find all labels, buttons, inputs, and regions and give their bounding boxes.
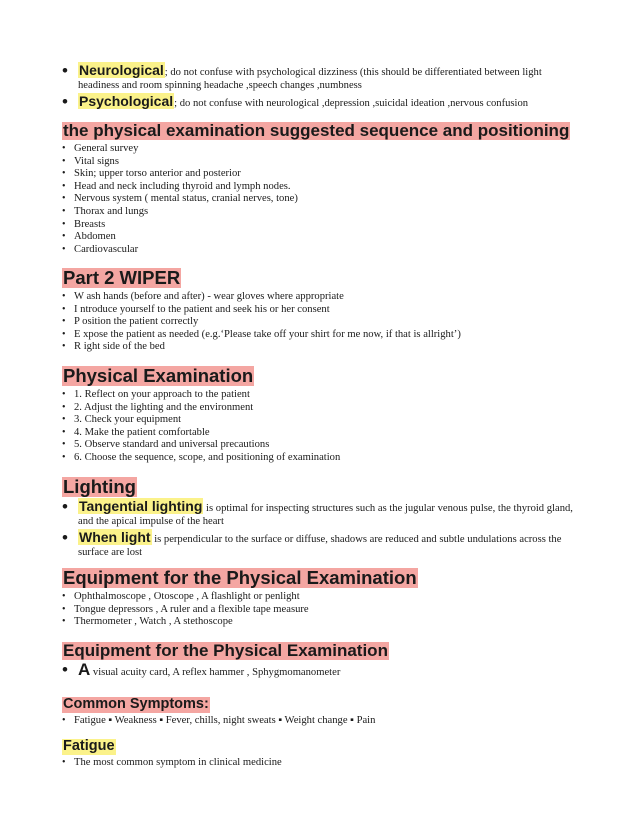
list-item	[62, 95, 582, 110]
list-item: • Breasts	[62, 219, 582, 232]
term-highlight: Neurological	[79, 62, 164, 78]
item-text: ; do not confuse with psychological dizziness (this should be differentiated between light headiness and room spinning headache ,speech changes ,numbness	[78, 67, 542, 91]
list-item	[62, 660, 582, 679]
list-item: • E xpose the patient as needed (e.g.‘Please take off your shirt for me now, if that is allright’)	[62, 329, 582, 342]
list-item: • Cardiovascular	[62, 244, 582, 257]
wiper-list	[62, 291, 582, 354]
list-item: • Ophthalmoscope , Otoscope , A flashlight or penlight	[62, 591, 582, 604]
term-highlight: Psychological	[79, 93, 174, 109]
section-heading: Equipment for the Physical Examination	[63, 641, 388, 660]
section-heading: Part 2 WIPER	[63, 267, 181, 288]
term-highlight: Tangential lighting	[79, 498, 203, 514]
physical-exam-section	[62, 366, 582, 465]
item-text: is optimal for inspecting structures such as the jugular venous pulse, the thyroid gland, and the apical impulse of the heart	[78, 503, 573, 527]
intro-list	[62, 64, 582, 110]
list-item: • Head and neck including thyroid and lymph nodes.	[62, 181, 582, 194]
list-item: • P osition the patient correctly	[62, 316, 582, 329]
list-item: • Abdomen	[62, 231, 582, 244]
list-item: • I ntroduce yourself to the patient and seek his or her consent	[62, 304, 582, 317]
list-item: • The most common symptom in clinical medicine	[62, 757, 582, 770]
item-text: ; do not confuse with neurological ,depression ,suicidal ideation ,nervous confusion	[174, 98, 529, 109]
list-item: • W ash hands (before and after) - wear gloves where appropriate	[62, 291, 582, 304]
list-item: • R ight side of the bed	[62, 341, 582, 354]
lighting-section	[62, 477, 582, 562]
section-heading: Common Symptoms:	[63, 696, 209, 712]
section-heading: Lighting	[63, 476, 136, 497]
wiper-section	[62, 268, 582, 354]
section-heading: Physical Examination	[63, 365, 254, 386]
term-highlight: When light	[79, 529, 151, 545]
list-item: • 2. Adjust the lighting and the environment	[62, 402, 582, 415]
lead-letter: A	[78, 660, 91, 679]
list-item: • Fatigue ▪ Weakness ▪ Fever, chills, night sweats ▪ Weight change ▪ Pain	[62, 715, 582, 728]
physical-exam-list	[62, 389, 582, 465]
list-item: • Nervous system ( mental status, cranial nerves, tone)	[62, 193, 582, 206]
list-item	[62, 500, 582, 528]
symptoms-list	[62, 715, 582, 728]
list-item: • 6. Choose the sequence, scope, and positioning of examination	[62, 452, 582, 465]
section-heading: Equipment for the Physical Examination	[63, 567, 417, 588]
list-item: • 4. Make the patient comfortable	[62, 427, 582, 440]
list-item: • Skin; upper torso anterior and posterior	[62, 168, 582, 181]
sequence-section	[62, 122, 582, 256]
lighting-list	[62, 500, 582, 559]
section-heading: Fatigue	[63, 738, 115, 754]
item-text: visual acuity card, A reflex hammer , Sphygmomanometer	[90, 667, 341, 678]
fatigue-list	[62, 757, 582, 770]
equipment-section	[62, 568, 582, 629]
list-item: • Thermometer , Watch , A stethoscope	[62, 616, 582, 629]
list-item: • Vital signs	[62, 156, 582, 169]
list-item: • Thorax and lungs	[62, 206, 582, 219]
list-item: • General survey	[62, 143, 582, 156]
intro-section	[62, 64, 582, 113]
list-item: • 1. Reflect on your approach to the patient	[62, 389, 582, 402]
equipment-list-2	[62, 660, 582, 679]
list-item	[62, 531, 582, 559]
fatigue-section	[62, 737, 582, 770]
list-item: • Tongue depressors , A ruler and a flexible tape measure	[62, 604, 582, 617]
equipment-section-2	[62, 642, 582, 682]
list-item	[62, 64, 582, 92]
item-text: is perpendicular to the surface or diffuse, shadows are reduced and subtle undulations across the surface are lost	[78, 534, 562, 558]
common-symptoms-section	[62, 695, 582, 728]
section-heading: the physical examination suggested sequence and positioning	[63, 121, 570, 140]
equipment-list	[62, 591, 582, 629]
list-item: • 3. Check your equipment	[62, 414, 582, 427]
list-item: • 5. Observe standard and universal precautions	[62, 439, 582, 452]
sequence-list	[62, 143, 582, 256]
